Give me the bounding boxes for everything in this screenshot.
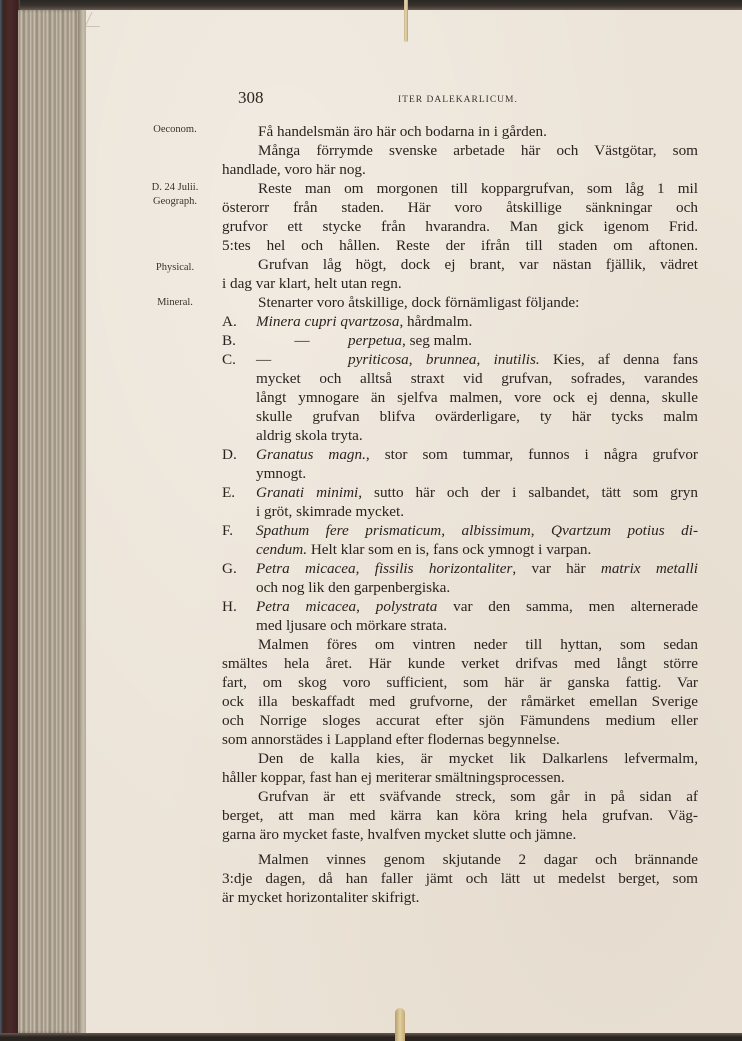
margin-note: Oeconom. [153, 124, 197, 135]
text-line: smältes hela året. Här kunde verket drifvas med långt större [222, 655, 698, 672]
book-cover-bottom [0, 1033, 742, 1041]
list-item-line: B. — perpetua, seg malm. [222, 332, 473, 349]
list-item-line: ymnogt. [256, 465, 307, 482]
text-line: Reste man om morgonen till koppargrufvan, som låg 1 mil [258, 180, 698, 197]
list-item-line: E. Granati minimi, sutto här och der i salbandet, tätt som gryn [222, 484, 698, 501]
list-item-line: långt ymnogare än sjelfva malmen, vore ock ej denna, skulle [256, 389, 698, 406]
list-item-label: G. [222, 560, 237, 577]
list-item-line: F. Spathum fere prismaticum, albissimum, Qvartzum potius di- [222, 522, 699, 539]
list-item-label: E. [222, 484, 236, 501]
text-line: Få handelsmän äro här och bodarna in i gården. [258, 123, 547, 140]
text-line: och Norrige sloges accurat efter sjön Fämundens medium eller [222, 712, 698, 729]
text-line: Stenarter voro åtskillige, dock förnämligast följande: [258, 294, 580, 311]
text-line: Grufvan låg högt, dock ej brant, var nästan fjällik, vädret [258, 256, 698, 273]
text-line: i dag var klart, helt utan regn. [222, 275, 402, 292]
text-line: berget, att man med kärra kan köra kring hela grufvan. Väg- [222, 807, 698, 824]
running-title: ITER DALEKARLICUM. [398, 95, 518, 105]
margin-note: Geograph. [152, 196, 198, 207]
list-item-line: aldrig skola tryta. [256, 427, 363, 444]
page-edges [18, 10, 88, 1033]
page-number: 308 [238, 88, 264, 107]
ditto-dash: — [294, 332, 310, 349]
text-line: Malmen vinnes genom skjutande 2 dagar och brännande [258, 851, 698, 868]
list-item-line: D. Granatus magn., stor som tummar, funnos i några grufvor [222, 446, 698, 463]
list-item-line: mycket och alltså straxt vid grufvan, sofrades, varandes [256, 370, 698, 387]
list-item-label: A. [222, 313, 237, 330]
text-line: Många förrymde svenske arbetade här och Västgötar, som [258, 142, 698, 159]
text-line: 3:dje dagen, då han faller jämt och lätt ut medelst berget, som [222, 870, 698, 887]
list-item-line: i gröt, skimrade mycket. [256, 503, 405, 520]
text-line: österorr från staden. Här voro åtskillige sänkningar och [222, 199, 698, 216]
book-cover-spine [0, 0, 20, 1041]
bookmark-ribbon-top [404, 0, 408, 42]
text-line: garna äro mycket faste, hvalfven mycket slutte och jämne. [222, 826, 577, 843]
text-line: håller koppar, fast han ej meriterar smältningsprocessen. [222, 769, 565, 786]
ditto-dash: — [256, 351, 272, 368]
text-line: Den de kalla kies, är mycket lik Dalkarlens lefvermalm, [258, 750, 698, 767]
list-item-label: C. [222, 351, 236, 368]
list-item-label: F. [222, 522, 234, 539]
text-line: som annorstädes i Lappland efter flodernas begynnelse. [222, 731, 560, 748]
text-line: 5:tes hel och hållen. Reste der ifrån till staden om aftonen. [222, 237, 698, 254]
list-item-line: H. Petra micacea, polystrata var den samma, men alternerade [222, 598, 699, 615]
book-cover-top [0, 0, 742, 10]
list-item-label: B. [222, 332, 236, 349]
list-item-line: och nog lik den garpenbergiska. [256, 579, 451, 596]
margin-note: D. 24 Julii. [151, 182, 199, 193]
list-item-line: A. Minera cupri qvartzosa, hårdmalm. [222, 313, 473, 330]
text-line: grufvor ett stycke från hvarandra. Man gick igenom Frid. [222, 218, 698, 235]
margin-note: Mineral. [157, 297, 193, 308]
text-line: ock illa beskaffadt med grufvorne, der råmärket emellan Sverige [222, 693, 698, 710]
text-line: fart, om skog voro sufficient, som här är ganska fattig. Var [222, 674, 698, 691]
list-item-line: G. Petra micacea, fissilis horizontaliter, var här matrix metalli [222, 560, 699, 577]
list-item-label: D. [222, 446, 237, 463]
list-item-line: cendum. Helt klar som en is, fans ock ymnogt i varpan. [256, 541, 592, 558]
margin-note: Physical. [155, 262, 195, 273]
text-line: Malmen föres om vintren neder till hyttan, som sedan [258, 636, 698, 653]
bookmark-ribbon-bottom [395, 1008, 405, 1041]
text-line: handlade, voro här nog. [222, 161, 366, 178]
text-line: är mycket horizontaliter skifrigt. [222, 889, 420, 906]
text-line: Grufvan är ett sväfvande streck, som går in på sidan af [258, 788, 698, 805]
list-item-line: med ljusare och mörkare strata. [256, 617, 448, 634]
list-item-line: skulle grufvan blifva ovärderligare, ty här tycks malm [256, 408, 698, 425]
list-item-line: C. — pyriticosa, brunnea, inutilis. Kies, af denna fans [222, 351, 699, 368]
list-item-label: H. [222, 598, 237, 615]
